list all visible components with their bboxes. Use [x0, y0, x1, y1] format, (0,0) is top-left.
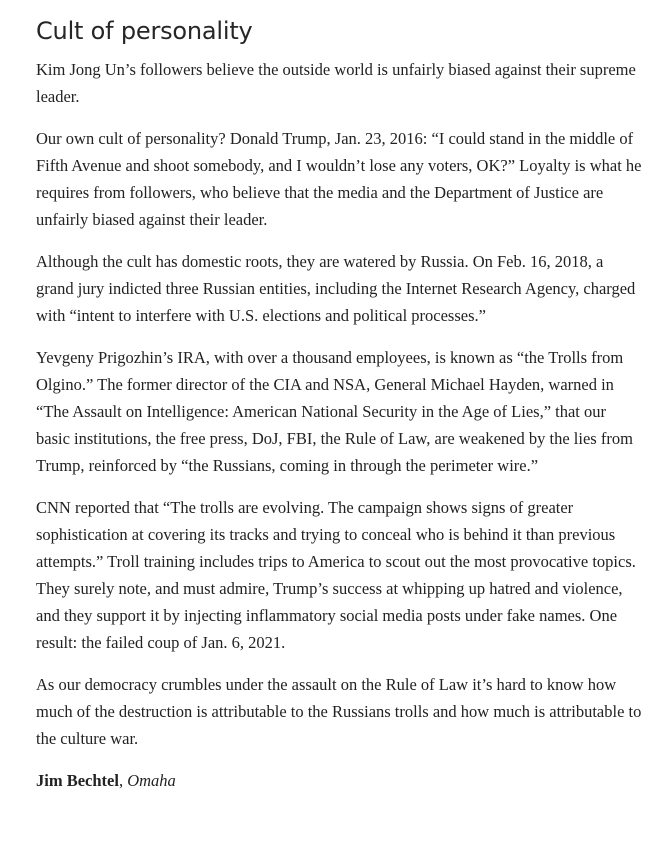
signature-separator: ,: [118, 771, 128, 790]
article-paragraph-5: CNN reported that “The trolls are evolving. The campaign shows signs of greater sophistication at covering its tracks and trying to conceal who is behind it than previous attempts.” Troll training includes trips to America to scout out the most provocative topics. They surely note, and must admire, Trump’s success at whipping up hatred and violence, and they support it by injecting inflammatory social media posts under fake names. One result: the failed coup of Jan. 6, 2021.: [36, 498, 636, 652]
article-title: Cult of personality: [36, 17, 253, 45]
article-paragraph-3: Although the cult has domestic roots, they are watered by Russia. On Feb. 16, 2018, a grand jury indicted three Russian entities, including the Internet Research Agency, charged with “intent to interfere with U.S. elections and political processes.”: [36, 252, 636, 325]
letter-signature: [36, 767, 642, 794]
author-name: Jim Bechtel: [36, 771, 119, 790]
article-paragraph-6: As our democracy crumbles under the assault on the Rule of Law it’s hard to know how much of the destruction is attributable to the Russians trolls and how much is attributable to the culture war.: [36, 675, 642, 748]
letter-article: [36, 14, 642, 794]
author-city: Omaha: [127, 771, 176, 790]
article-paragraph-4: Yevgeny Prigozhin’s IRA, with over a thousand employees, is known as “the Trolls from Olgino.” The former director of the CIA and NSA, General Michael Hayden, warned in “The Assault on Intelligence: American National Security in the Age of Lies,” that our basic institutions, the free press, DoJ, FBI, the Rule of Law, are weakened by the lies from Trump, reinforced by “the Russians, coming in through the perimeter wire.”: [36, 348, 633, 475]
article-paragraph-1: Kim Jong Un’s followers believe the outside world is unfairly biased against their supreme leader.: [36, 60, 636, 106]
article-paragraph-2: Our own cult of personality? Donald Trump, Jan. 23, 2016: “I could stand in the middle of Fifth Avenue and shoot somebody, and I wouldn’t lose any voters, OK?” Loyalty is what he requires from followers, who believe that the media and the Department of Justice are unfairly biased against their leader.: [36, 129, 642, 229]
